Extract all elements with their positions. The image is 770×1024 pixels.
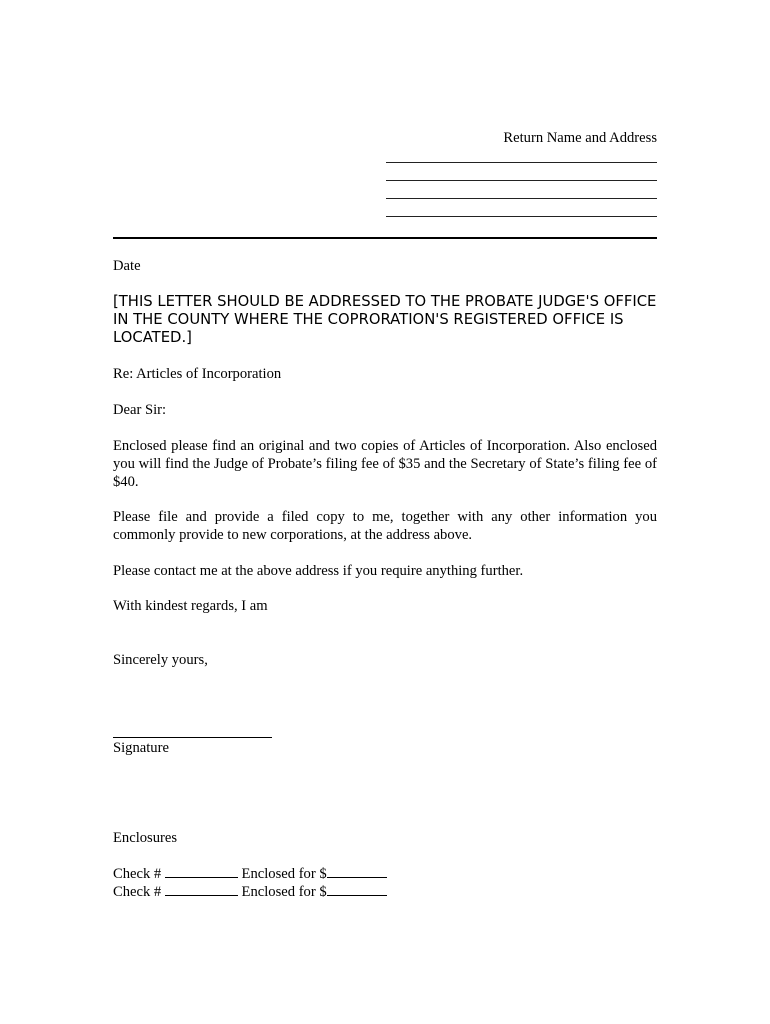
addressing-instruction: [THIS LETTER SHOULD BE ADDRESSED TO THE PROBATE JUDGE'S OFFICE IN THE COUNTY WHERE THE COPRORATION'S REGISTERED OFFICE IS LOCATED.] [113, 293, 657, 346]
check-number-blank [165, 864, 238, 878]
paragraph-enclosed: Enclosed please find an original and two copies of Articles of Incorporation. Also enclosed you will find the Judge of Probate’s filing fee of $35 and the Secretary of State’s filing fee of $40. [113, 438, 657, 490]
signature-line [113, 737, 272, 738]
salutation: Dear Sir: [113, 402, 167, 418]
enclosed-for-label: Enclosed for $ [241, 866, 327, 882]
enclosures-label: Enclosures [113, 830, 178, 846]
check-number-blank [165, 882, 238, 896]
sign-off: Sincerely yours, [113, 652, 208, 668]
check-row-2 [113, 882, 387, 901]
address-line-2 [386, 180, 657, 181]
address-line-1 [386, 162, 657, 163]
paragraph-contact: Please contact me at the above address if you require anything further. [113, 563, 524, 579]
re-line: Re: Articles of Incorporation [113, 366, 282, 382]
closing: With kindest regards, I am [113, 598, 268, 614]
return-name-address-label: Return Name and Address [503, 130, 657, 146]
amount-blank [327, 864, 387, 878]
date-label: Date [113, 258, 141, 274]
paragraph-file-request: Please file and provide a filed copy to me, together with any other information you commonly provide to new corporations, at the address above. [113, 509, 657, 543]
check-label: Check # [113, 884, 162, 900]
address-line-4 [386, 216, 657, 217]
address-line-3 [386, 198, 657, 199]
amount-blank [327, 882, 387, 896]
check-label: Check # [113, 866, 162, 882]
header-divider [113, 237, 657, 239]
check-row-1 [113, 864, 387, 883]
signature-label: Signature [113, 740, 169, 756]
enclosed-for-label: Enclosed for $ [241, 884, 327, 900]
